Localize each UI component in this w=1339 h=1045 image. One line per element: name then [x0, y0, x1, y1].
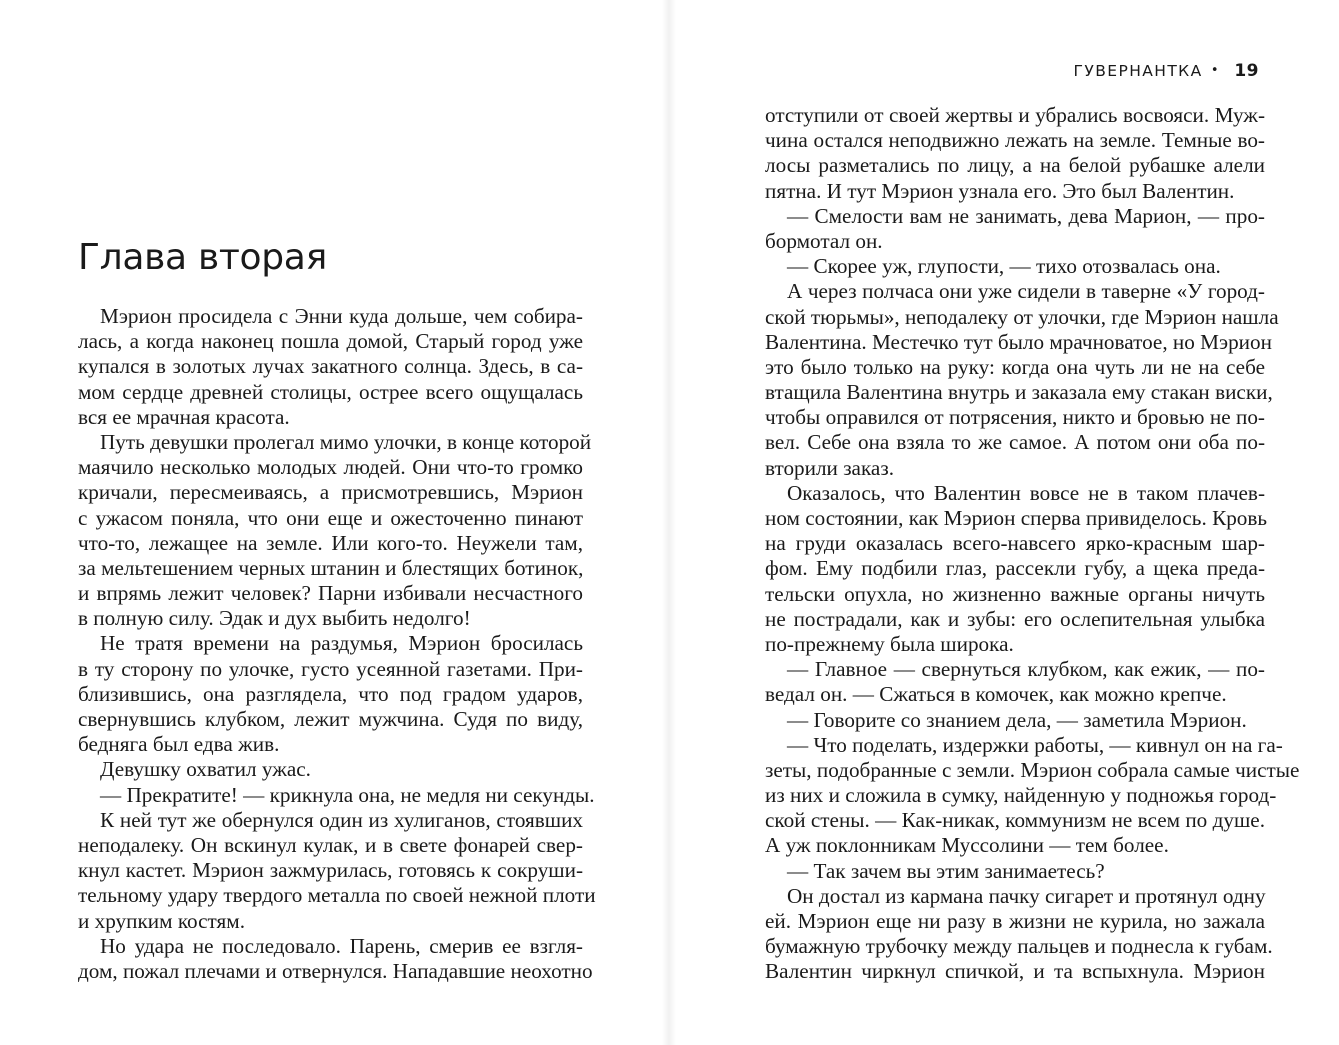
text-line: близившись, она разглядела, что под градом ударов, — [78, 681, 583, 706]
left-page-text — [78, 304, 596, 984]
text-line: ской стены. — Как-никак, коммунизм не всем по душе. — [765, 808, 1265, 833]
text-line: чтобы оправился от потрясения, никто и бровью не по- — [765, 405, 1265, 430]
text-line: Не тратя времени на раздумья, Мэрион бросилась — [100, 631, 583, 656]
left-page — [0, 0, 669, 1045]
text-line: Путь девушки пролегал мимо улочки, в конце которой — [100, 429, 592, 454]
text-line: — Говорите со знанием дела, — заметила Мэрион. — [787, 707, 1247, 732]
text-line: кричали, пересмеиваясь, а присмотревшись, Мэрион — [78, 480, 583, 505]
text-line: вторили заказ. — [765, 455, 895, 480]
text-line: Оказалось, что Валентин вовсе не в таком плачев- — [787, 480, 1265, 505]
text-line: на груди оказалась всего-навсего ярко-красным шар- — [765, 531, 1265, 556]
chapter-title: Глава вторая — [78, 237, 327, 278]
text-line: из них и сложила в сумку, найденную у подножья город- — [765, 783, 1277, 808]
text-line: тельному удару твердого металла по своей нежной плоти — [78, 883, 596, 908]
text-line: по-прежнему была широка. — [765, 631, 1014, 656]
text-line: ской тюрьмы», неподалеку от улочки, где Мэрион нашла — [765, 304, 1279, 329]
text-line: свернувшись клубком, лежит мужчина. Судя по виду, — [78, 707, 583, 731]
text-line: Но удара не последовало. Парень, смерив ее взгля- — [100, 933, 583, 958]
text-line: Мэрион просидела с Энни куда дольше, чем собира- — [100, 304, 583, 328]
text-line: Он достал из кармана пачку сигарет и протянул одну — [787, 883, 1266, 908]
text-line: это было только на руку: когда она чуть ли не на себе — [765, 354, 1265, 379]
text-line: бумажную трубочку между пальцев и поднесла к губам. — [765, 934, 1273, 959]
text-line: неподалеку. Он вскинул кулак, и в свете фонарей свер- — [78, 832, 583, 857]
text-line: фом. Ему подбили глаз, рассекли губу, а щека преда- — [765, 556, 1265, 581]
right-page-text — [765, 103, 1300, 985]
text-line: ей. Мэрион еще ни разу в жизни не курила, но зажала — [765, 909, 1265, 933]
text-line: и хрупким костям. — [78, 908, 245, 933]
page-number: 19 — [1234, 61, 1259, 81]
text-line: маячило несколько молодых людей. Они что-то громко — [78, 455, 583, 480]
text-line: мом сердце древней столицы, острее всего ощущалась — [78, 379, 583, 404]
text-line: ном состоянии, как Мэрион сперва привиделось. Кровь — [765, 506, 1268, 530]
text-line: за мельтешением черных штанин и блестящих ботинок, — [78, 555, 584, 580]
running-title: ГУВЕРНАНТКА — [1073, 62, 1203, 80]
text-line: вся ее мрачная красота. — [78, 404, 290, 429]
running-head — [1074, 61, 1259, 81]
text-line: Валентин чиркнул спичкой, и та вспыхнула. Мэрион — [765, 959, 1265, 984]
text-line: бедняга был едва жив. — [78, 732, 280, 757]
text-line: в полную силу. Эдак и дух выбить недолго! — [78, 606, 471, 631]
running-head-separator: • — [1210, 63, 1220, 78]
right-page — [670, 0, 1339, 1045]
text-line: Валентина. Местечко тут было мрачноватое, но Мэрион — [765, 329, 1272, 354]
text-line: — Так зачем вы этим занимаетесь? — [787, 858, 1105, 883]
text-line: — Что поделать, издержки работы, — кивнул он на га- — [787, 732, 1283, 757]
text-line: с ужасом поняла, что они еще и ожесточенно пинают — [78, 505, 583, 530]
text-line: — Главное — свернуться клубком, как ежик, — по- — [787, 657, 1265, 682]
text-line: — Смелости вам не занимать, дева Марион, — про- — [787, 203, 1265, 228]
text-line: тельски опухла, но жизненно важные органы ничуть — [765, 581, 1265, 606]
text-line: ведал он. — Сжаться в комочек, как можно крепче. — [765, 682, 1227, 707]
text-line: вел. Себе она взяла то же самое. А потом они оба по- — [765, 430, 1265, 455]
text-line: — Скорее уж, глупости, — тихо отозвалась она. — [787, 254, 1221, 279]
text-line: и впрямь лежит человек? Парни избивали несчастного — [78, 581, 583, 606]
text-line: отступили от своей жертвы и убрались восвояси. Муж- — [765, 103, 1265, 127]
text-line: в ту сторону по улочке, густо усеянной газетами. При- — [78, 656, 583, 681]
text-line: лась, а когда наконец пошла домой, Старый город уже — [78, 329, 583, 354]
text-line: не пострадали, как и зубы: его ослепительная улыбка — [765, 606, 1265, 631]
text-line: что-то, лежащее на земле. Или кого-то. Неужели там, — [78, 530, 583, 555]
text-line: Девушку охватил ужас. — [100, 757, 311, 782]
text-line: А через полчаса они уже сидели в таверне «У город- — [787, 279, 1265, 304]
text-line: пятна. И тут Мэрион узнала его. Это был Валентин. — [765, 178, 1235, 203]
text-line: кнул кастет. Мэрион зажмурилась, готовясь к сокруши- — [78, 858, 583, 883]
text-line: чина остался неподвижно лежать на земле. Темные во- — [765, 128, 1265, 153]
text-line: втащила Валентина внутрь и заказала ему стакан виски, — [765, 380, 1273, 405]
text-line: К ней тут же обернулся один из хулиганов, стоявших — [100, 807, 583, 832]
text-line: лосы разметались по лицу, а на белой рубашке алели — [765, 153, 1265, 178]
text-line: А уж поклонникам Муссолини — тем более. — [765, 833, 1169, 858]
text-line: бормотал он. — [765, 228, 883, 253]
text-line: зеты, подобранные с земли. Мэрион собрала самые чистые — [765, 757, 1300, 782]
text-line: — Прекратите! — крикнула она, не медля ни секунды. — [100, 782, 595, 807]
text-line: купался в золотых лучах закатного солнца. Здесь, в са- — [78, 354, 583, 379]
text-line: дом, пожал плечами и отвернулся. Нападавшие неохотно — [78, 958, 593, 983]
